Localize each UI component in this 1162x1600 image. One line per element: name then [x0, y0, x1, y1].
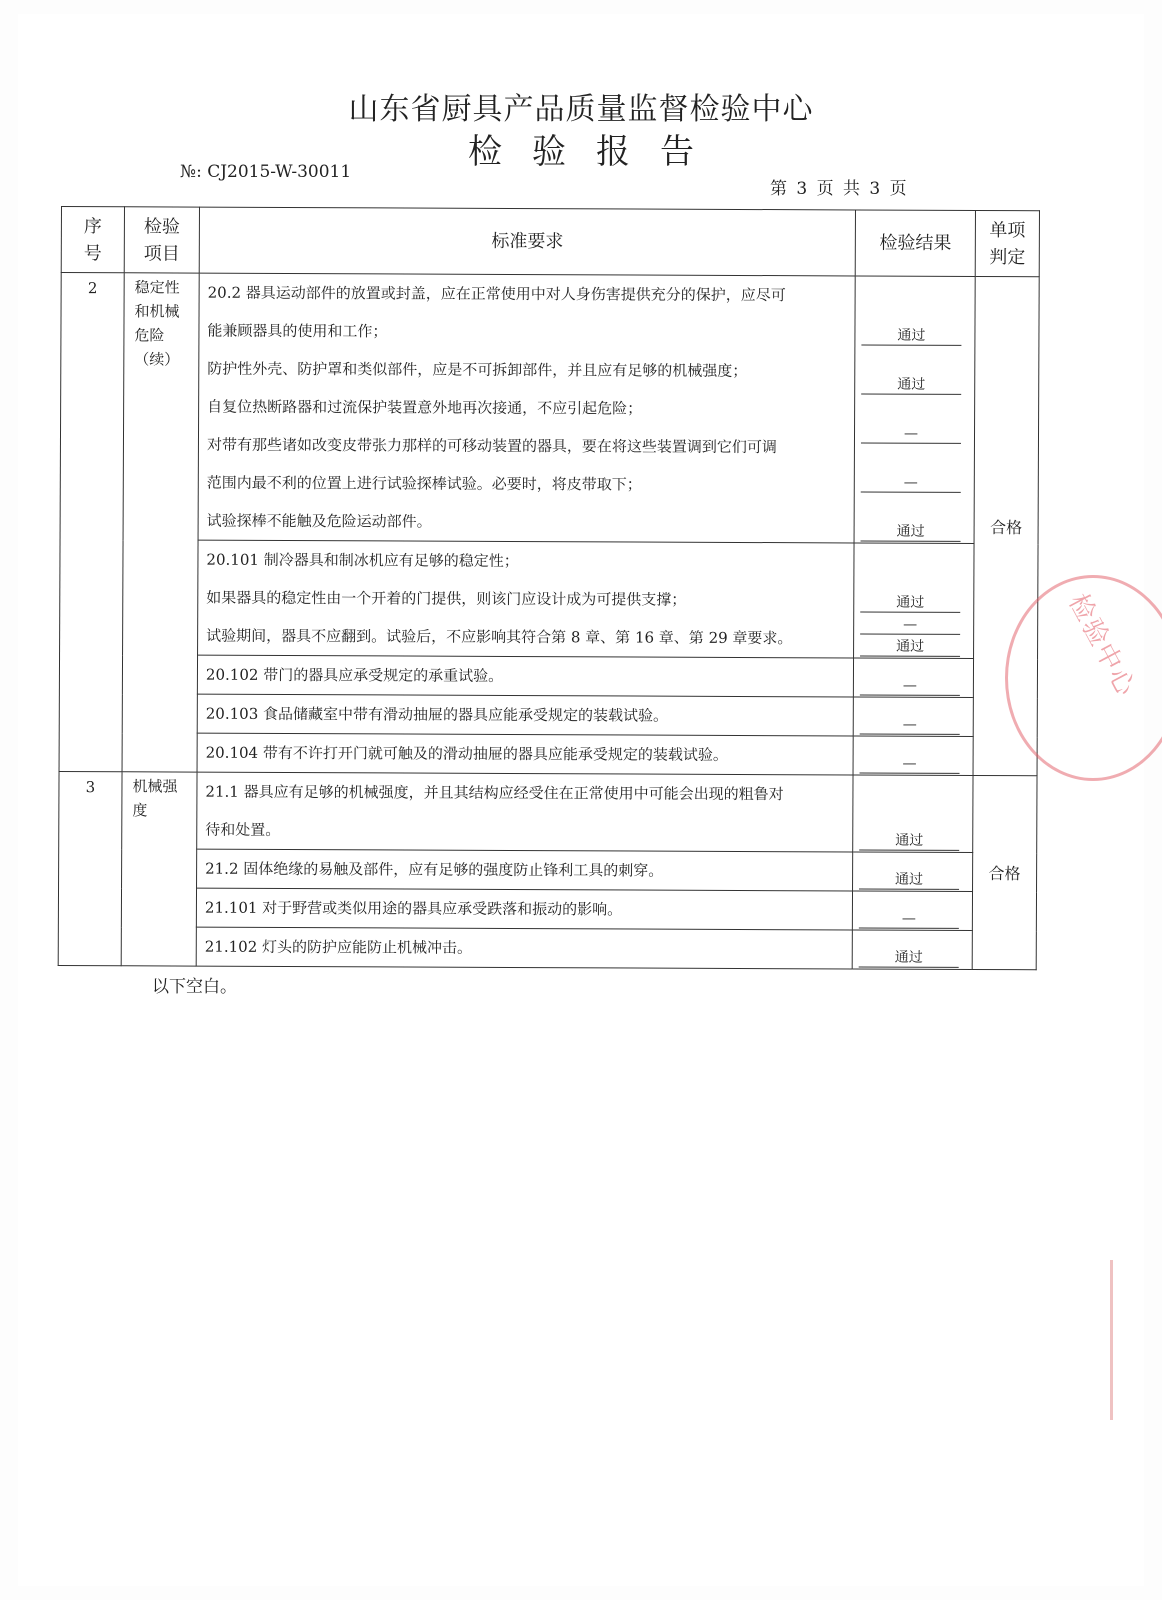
header-item-line: 检验 — [143, 215, 180, 238]
header-seq — [61, 207, 124, 273]
header-requirement: 标准要求 — [199, 207, 855, 276]
blank-below-note: 以下空白。 — [152, 977, 237, 997]
requirement-line: 自复位热断路器和过流保护装置意外地再次接通，不应引起危险； — [207, 397, 643, 418]
requirement-line: 试验期间，器具不应翻到。试验后，不应影响其符合第 8 章、第 16 章、第 29 章要求。 — [206, 626, 793, 648]
header-seq-line: 号 — [83, 242, 102, 264]
table-row — [59, 732, 1037, 775]
cell-requirement — [197, 655, 853, 697]
requirement-line: 能兼顾器具的使用和工作； — [207, 321, 388, 341]
result-mark: — — [860, 754, 960, 773]
result-mark: 通过 — [859, 948, 959, 967]
cell-requirement — [196, 927, 852, 969]
inspection-table — [58, 206, 1040, 970]
result-mark: — — [861, 424, 961, 443]
requirement-line: 20.2 器具运动部件的放置或封盖，应在正常使用中对人身伤害提供充分的保护，应尽可 — [207, 283, 786, 305]
seal-text: 检验中心 — [1062, 589, 1142, 703]
requirement-line: 防护性外壳、防护罩和类似部件，应是不可拆卸部件，并且应有足够的机械强度； — [207, 359, 748, 380]
report-number: №: CJ2015-W-30011 — [180, 162, 352, 182]
table-row — [59, 771, 1037, 852]
table-header-row — [61, 207, 1039, 277]
result-mark: 通过 — [860, 637, 960, 656]
header-result: 检验结果 — [855, 210, 975, 277]
cell-requirement — [196, 888, 852, 930]
cell-result — [854, 543, 975, 659]
cell-item: 稳定性和机械危险（续） — [122, 273, 199, 772]
requirement-line: 21.1 器具应有足够的机械强度，并且其结构应经受住在正常使用中可能会出现的粗鲁对 — [205, 782, 784, 804]
requirement-line: 20.102 带门的器具应承受规定的承重试验。 — [205, 665, 504, 685]
cell-result — [853, 736, 973, 776]
result-mark: 通过 — [861, 326, 961, 345]
result-mark: — — [860, 676, 960, 695]
header-item-line: 项目 — [143, 242, 180, 265]
table-row — [59, 654, 1037, 697]
result-mark: — — [860, 715, 960, 734]
cell-item: 机械强度 — [121, 772, 197, 966]
table-row — [60, 273, 1039, 544]
cell-judgement: 合格 — [972, 775, 1037, 969]
table-row — [59, 693, 1037, 736]
result-mark: 通过 — [859, 831, 959, 850]
result-mark: — — [860, 615, 960, 634]
result-mark: 通过 — [859, 870, 959, 889]
requirement-line: 20.104 带有不许打开门就可触及的滑动抽屉的器具应能承受规定的装载试验。 — [205, 743, 728, 764]
result-mark: 通过 — [861, 375, 961, 394]
result-mark: — — [859, 909, 959, 928]
table-row — [58, 887, 1036, 930]
cell-requirement — [197, 733, 853, 775]
result-mark: 通过 — [860, 593, 960, 612]
requirement-line: 21.2 固体绝缘的易触及部件，应有足够的强度防止锋利工具的刺穿。 — [205, 859, 664, 880]
table-row — [60, 539, 1038, 658]
cell-result — [854, 276, 975, 544]
cell-result — [852, 930, 972, 970]
cell-seq: 2 — [59, 273, 124, 772]
cell-requirement — [197, 772, 853, 852]
requirement-line: 试验探棒不能触及危险运动部件。 — [206, 511, 432, 531]
cell-requirement — [198, 540, 854, 658]
cell-result — [852, 891, 972, 931]
cell-requirement — [197, 849, 853, 891]
header-judgement-line: 单项 — [989, 219, 1026, 241]
result-mark: — — [861, 473, 961, 492]
cell-result — [853, 658, 973, 698]
table-row — [59, 848, 1037, 891]
requirement-line: 21.101 对于野营或类似用途的器具应承受跌落和振动的影响。 — [204, 898, 623, 919]
requirement-line: 21.102 灯头的防护应能防止机械冲击。 — [204, 937, 473, 957]
header-judgement — [975, 210, 1039, 276]
header-judgement-line: 判定 — [989, 246, 1026, 268]
header-item — [124, 207, 199, 273]
requirement-line: 对带有那些诸如改变皮带张力那样的可移动装置的器具，要在将这些装置调到它们可调 — [206, 435, 778, 457]
org-title: 山东省厨具产品质量监督检验中心 — [348, 92, 814, 127]
requirement-line: 范围内最不利的位置上进行试验探棒试验。必要时，将皮带取下； — [206, 473, 642, 494]
cell-result — [853, 852, 973, 892]
requirement-line: 20.103 食品储藏室中带有滑动抽屉的器具应能承受规定的装载试验。 — [205, 704, 669, 725]
header-seq-line: 序 — [83, 215, 102, 237]
edge-mark — [1110, 1260, 1113, 1420]
cell-seq: 3 — [58, 771, 122, 965]
doc-title: 检验报告 — [468, 132, 724, 172]
requirement-line: 20.101 制冷器具和制冰机应有足够的稳定性； — [206, 550, 519, 571]
cell-result — [853, 697, 973, 737]
table-row — [58, 926, 1036, 969]
requirement-line: 如果器具的稳定性由一个开着的门提供，则该门应设计成为可提供支撑； — [206, 588, 687, 609]
cell-requirement — [198, 273, 855, 543]
page-indicator: 第 3 页 共 3 页 — [770, 179, 909, 199]
cell-result — [853, 775, 973, 853]
cell-requirement — [197, 694, 853, 736]
requirement-line: 待和处置。 — [205, 820, 281, 839]
result-mark: 通过 — [861, 522, 961, 541]
cell-judgement: 合格 — [973, 276, 1039, 775]
